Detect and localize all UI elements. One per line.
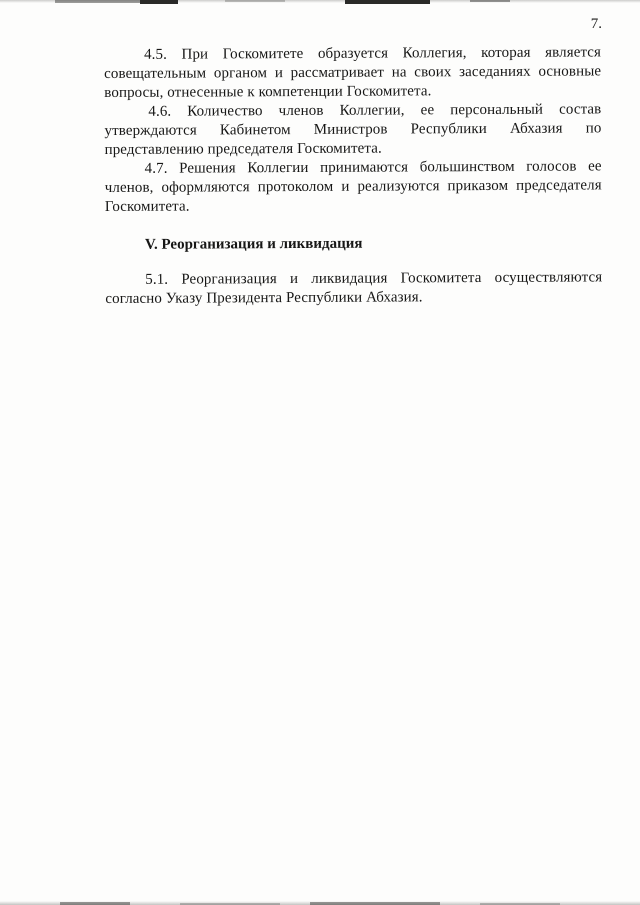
paragraph-4-5: 4.5. При Госкомитете образуется Коллегия, которая является совещательным органом и рассматривает на своих заседаниях основные вопросы, отнесенные к компетенции Госкомитета. bbox=[104, 44, 602, 101]
paragraph-4-6: 4.6. Количество членов Коллегии, ее персональный состав утверждаются Кабинетом Министров Республики Абхазия по представлению председателя Госкомитета. bbox=[104, 101, 602, 158]
paragraph-5-1: 5.1. Реорганизация и ликвидация Госкомитета осуществляются согласно Указу Президента Республики Абхазия. bbox=[105, 269, 603, 307]
section-heading-v: V. Реорганизация и ликвидация bbox=[144, 235, 363, 253]
scan-edge-bottom bbox=[0, 901, 640, 905]
document-content bbox=[104, 43, 602, 309]
page-number: 7. bbox=[590, 16, 602, 32]
scan-edge-top bbox=[0, 0, 640, 3]
paragraph-4-7: 4.7. Решения Коллегии принимаются большинством голосов ее членов, оформляются протоколом и реализуются приказом председателя Госкомитета. bbox=[104, 158, 602, 215]
